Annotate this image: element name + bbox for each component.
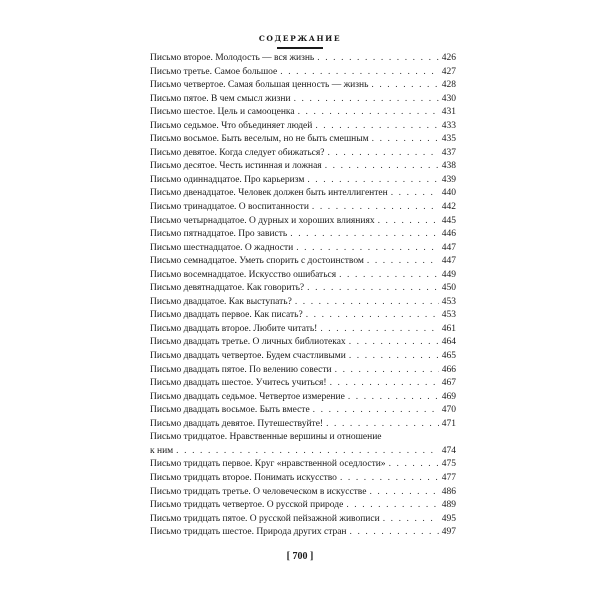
toc-entry	[150, 269, 456, 283]
toc-entry	[150, 526, 456, 540]
page-number: [ 700 ]	[286, 551, 314, 562]
dot-leader	[349, 336, 439, 350]
toc-entry-page: 495	[441, 513, 456, 524]
toc-entry-page: 497	[441, 527, 456, 538]
toc-entry-page: 453	[441, 296, 456, 307]
toc-entry-page: 437	[441, 147, 456, 158]
toc-entry	[150, 282, 456, 296]
toc-entry	[150, 215, 456, 229]
toc-entry	[150, 79, 456, 93]
toc-entry-title: Письмо восемнадцатое. Искусство ошибаться	[150, 269, 337, 280]
toc-entry-title: Письмо тридцатое. Нравственные вершины и отношение	[150, 432, 382, 443]
dot-leader	[383, 513, 439, 527]
toc-entry-title: Письмо седьмое. Что объединяет людей	[150, 120, 313, 131]
dot-leader	[176, 445, 439, 459]
toc-entry-title: Письмо тридцать первое. Круг «нравственной оседлости»	[150, 459, 386, 470]
toc-entry-title: Письмо девятнадцатое. Как говорить?	[150, 283, 305, 294]
toc-entry-page: 449	[441, 269, 456, 280]
toc-entry	[150, 499, 456, 513]
toc-entry	[150, 472, 456, 486]
dot-leader	[294, 93, 439, 107]
dot-leader	[290, 228, 438, 242]
toc-entry-page: 470	[441, 405, 456, 416]
dot-leader	[369, 486, 438, 500]
dot-leader	[312, 201, 439, 215]
toc-entry	[150, 93, 456, 107]
toc-entry	[150, 147, 456, 161]
toc-entry-page: 426	[441, 53, 456, 63]
toc-entry-page: 450	[441, 283, 456, 294]
toc-entry-title: Письмо двадцать второе. Любите читать!	[150, 323, 318, 334]
toc-entry	[150, 431, 456, 445]
toc-entry-page: 471	[441, 418, 456, 429]
toc-entry-page: 489	[441, 500, 456, 511]
toc-entry	[150, 377, 456, 391]
toc-entry-title: Письмо двенадцатое. Человек должен быть интеллигентен	[150, 188, 388, 199]
dot-leader	[296, 242, 439, 256]
dot-leader	[378, 215, 439, 229]
toc-entry-page: 435	[441, 134, 456, 145]
toc-entry	[150, 336, 456, 350]
toc-entry-title: Письмо двадцатое. Как выступать?	[150, 296, 292, 307]
toc-entry	[150, 201, 456, 215]
toc-entry	[150, 458, 456, 472]
toc-entry	[150, 350, 456, 364]
toc-entry-title: Письмо двадцать первое. Как писать?	[150, 310, 303, 321]
toc-entry	[150, 404, 456, 418]
toc-entry-page: 467	[441, 378, 456, 389]
toc-entry-title: Письмо шестое. Цель и самооценка	[150, 107, 295, 118]
toc-entry	[150, 228, 456, 242]
dot-leader	[367, 255, 439, 269]
toc-entry-page: 447	[441, 242, 456, 253]
toc-entry-page: 464	[441, 337, 456, 348]
toc-entry	[150, 255, 456, 269]
dot-leader	[335, 364, 439, 378]
toc-entry-page: 430	[441, 93, 456, 104]
toc-entry-page: 475	[441, 459, 456, 470]
dot-leader	[326, 418, 439, 432]
dot-leader	[340, 472, 439, 486]
toc-entry-title: Письмо одиннадцатое. Про карьеризм	[150, 174, 305, 185]
toc-entry	[150, 120, 456, 134]
toc-entry-title: Письмо второе. Молодость — вся жизнь	[150, 53, 315, 63]
toc-entry-title: Письмо тридцать пятое. О русской пейзажной живописи	[150, 513, 380, 524]
toc-entry	[150, 418, 456, 432]
toc-entry-page: 446	[441, 229, 456, 240]
toc-entry-title: Письмо двадцать девятое. Путешествуйте!	[150, 418, 324, 429]
toc-entry-title: Письмо двадцать четвертое. Будем счастливыми	[150, 351, 346, 362]
toc-entry-title: Письмо двадцать седьмое. Четвертое измерение	[150, 391, 345, 402]
toc-entry-page: 439	[441, 174, 456, 185]
toc-entry-page: 431	[441, 107, 456, 118]
toc-entry-title: Письмо третье. Самое большое	[150, 66, 278, 77]
toc-entry-page: 465	[441, 351, 456, 362]
dot-leader	[298, 106, 439, 120]
toc-entry-page: 474	[441, 445, 456, 456]
toc-entry-page: 477	[441, 472, 456, 483]
dot-leader	[391, 187, 439, 201]
toc-entry	[150, 133, 456, 147]
toc-entry-page: 466	[441, 364, 456, 375]
toc-entry-page: 486	[441, 486, 456, 497]
dot-leader	[349, 350, 439, 364]
toc-entry	[150, 174, 456, 188]
dot-leader	[306, 309, 439, 323]
toc-entry	[150, 242, 456, 256]
toc-entry-page: 447	[441, 256, 456, 267]
toc-entry-title: Письмо пятое. В чем смысл жизни	[150, 93, 291, 104]
header-rule	[277, 47, 323, 49]
toc-entry	[150, 160, 456, 174]
toc-entry-title: Письмо девятое. Когда следует обижаться?	[150, 147, 325, 158]
toc-entry-title: Письмо восьмое. Быть веселым, но не быть смешным	[150, 134, 369, 145]
dot-leader	[317, 52, 438, 66]
toc-entry	[150, 364, 456, 378]
toc-entry-title: Письмо пятнадцатое. Про зависть	[150, 229, 288, 240]
toc-entry-title: Письмо тринадцатое. О воспитанности	[150, 202, 309, 213]
dot-leader	[320, 323, 438, 337]
toc-entry-title: Письмо тридцать четвертое. О русской природе	[150, 500, 344, 511]
dot-leader	[307, 174, 438, 188]
toc-entry-continuation	[150, 445, 456, 459]
toc-entry-title: Письмо двадцать третье. О личных библиотеках	[150, 337, 346, 348]
dot-leader	[327, 147, 438, 161]
dot-leader	[315, 120, 438, 134]
toc-entry-page: 433	[441, 120, 456, 131]
dot-leader	[339, 269, 439, 283]
toc-entry-title: Письмо шестнадцатое. О жадности	[150, 242, 294, 253]
toc-entry-title: Письмо семнадцатое. Уметь спорить с достоинством	[150, 256, 364, 267]
table-of-contents	[150, 52, 456, 540]
dot-leader	[280, 66, 438, 80]
dot-leader	[307, 282, 439, 296]
toc-entry	[150, 309, 456, 323]
toc-entry-title: Письмо тридцать третье. О человеческом в искусстве	[150, 486, 367, 497]
toc-entry-title: Письмо двадцать пятое. По велению совести	[150, 364, 332, 375]
dot-leader	[295, 296, 439, 310]
toc-entry	[150, 513, 456, 527]
dot-leader	[325, 160, 439, 174]
toc-entry-title: Письмо четырнадцатое. О дурных и хороших влияниях	[150, 215, 375, 226]
toc-entry-title: Письмо тридцать шестое. Природа других стран	[150, 527, 347, 538]
dot-leader	[313, 404, 439, 418]
toc-entry-page: 438	[441, 161, 456, 172]
toc-entry-title: Письмо четвертое. Самая большая ценность — жизнь	[150, 80, 369, 91]
toc-entry-page: 440	[441, 188, 456, 199]
dot-leader	[389, 458, 439, 472]
toc-entry-page: 428	[441, 80, 456, 91]
toc-entry	[150, 296, 456, 310]
dot-leader	[350, 526, 439, 540]
toc-entry	[150, 486, 456, 500]
toc-entry-page: 461	[441, 323, 456, 334]
toc-entry-page: 427	[441, 66, 456, 77]
toc-entry-page: 445	[441, 215, 456, 226]
dot-leader	[346, 499, 438, 513]
toc-entry	[150, 106, 456, 120]
toc-entry	[150, 52, 456, 66]
toc-entry	[150, 66, 456, 80]
toc-entry-title: Письмо тридцать второе. Понимать искусство	[150, 472, 337, 483]
toc-entry	[150, 391, 456, 405]
dot-leader	[348, 391, 439, 405]
page-header-title: СОДЕРЖАНИЕ	[258, 34, 342, 43]
dot-leader	[372, 133, 439, 147]
toc-entry-title: Письмо десятое. Честь истинная и ложная	[150, 161, 322, 172]
toc-entry-page: 453	[441, 310, 456, 321]
toc-entry-page: 469	[441, 391, 456, 402]
toc-entry	[150, 187, 456, 201]
toc-entry-title: Письмо двадцать шестое. Учитесь учиться!	[150, 378, 327, 389]
toc-entry-page: 442	[441, 202, 456, 213]
dot-leader	[371, 79, 438, 93]
dot-leader	[330, 377, 439, 391]
toc-entry-title: Письмо двадцать восьмое. Быть вместе	[150, 405, 310, 416]
toc-entry	[150, 323, 456, 337]
toc-entry-title-continuation: к ним	[150, 445, 174, 456]
